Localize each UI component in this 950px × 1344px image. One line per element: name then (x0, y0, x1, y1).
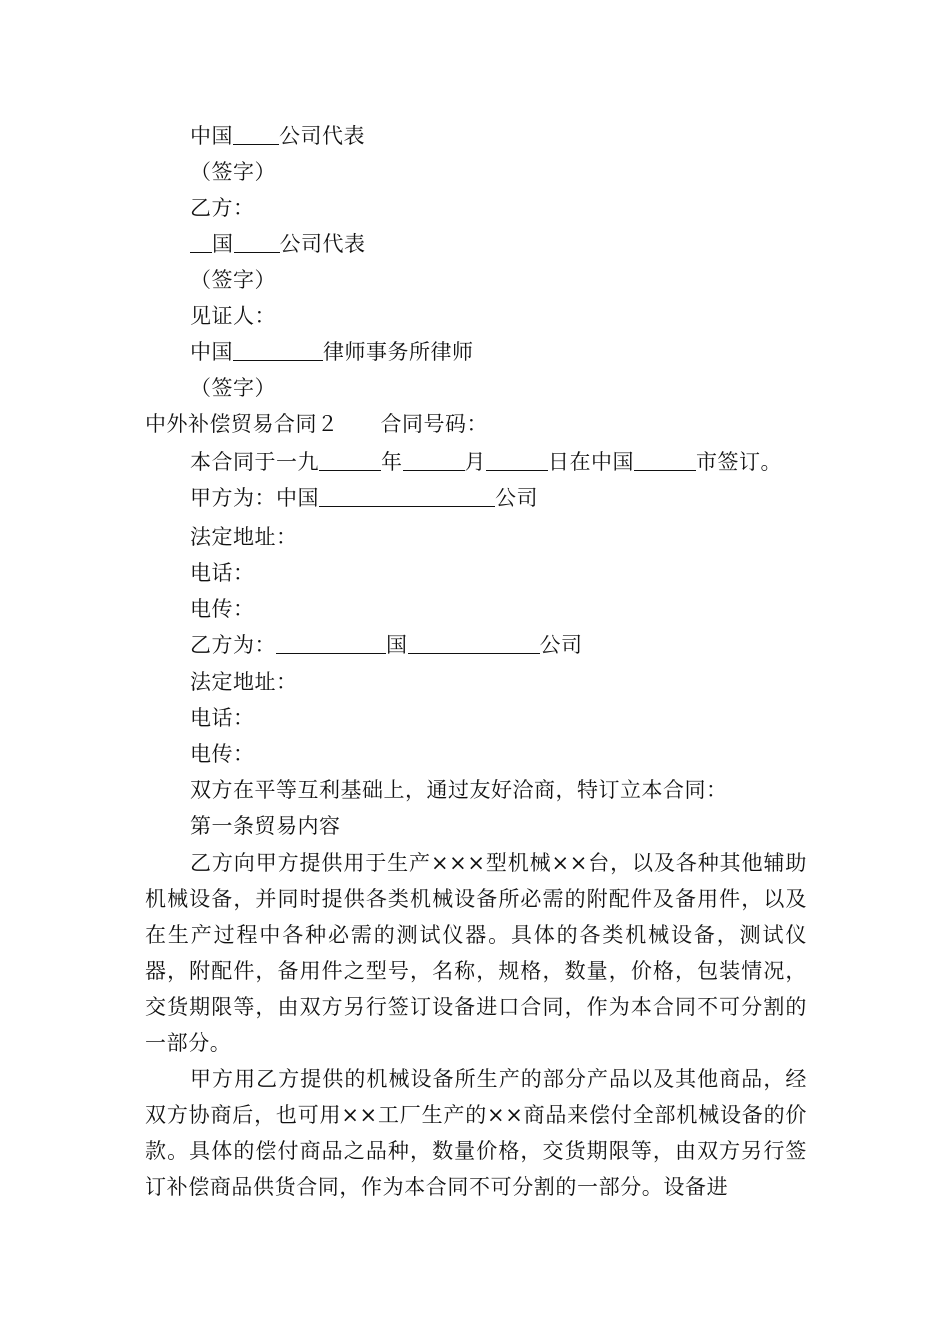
contract-heading (145, 409, 488, 439)
signature-mark: （签字） (190, 268, 276, 292)
blank-line (634, 448, 696, 471)
text: 公司 (539, 633, 583, 657)
telex-label: 电传： (190, 597, 255, 621)
telex-label: 电传： (190, 742, 255, 766)
legal-address-label: 法定地址： (190, 670, 298, 694)
witness-label: 见证人： (190, 304, 276, 328)
blank-line (234, 230, 280, 253)
witness-lawyer (190, 337, 474, 367)
phone-label: 电话： (190, 561, 255, 585)
blank-line (276, 631, 386, 654)
text: 甲方为：中国 (190, 486, 319, 510)
text: 年 (381, 450, 403, 474)
blank-line (486, 448, 548, 471)
phone-label: 电话： (190, 706, 255, 730)
blank-line (319, 484, 495, 507)
blank-line (190, 230, 212, 253)
signature-party-b-company (190, 229, 366, 259)
text: 中国 (190, 340, 233, 364)
text: 本合同于一九 (190, 450, 319, 474)
text: 月 (464, 450, 486, 474)
text: 公司代表 (279, 232, 366, 256)
article-1-paragraph-2: 甲方用乙方提供的机械设备所生产的部分产品以及其他商品，经双方协商后，也可用××工厂生产的××商品来偿付全部机械设备的价款。具体的偿付商品之品种，数量价格，交货期限等，由双方另行签订补偿商品供货合同，作为本合同不可分割的一部分。设备进 (145, 1067, 807, 1199)
signature-mark: （签字） (190, 376, 276, 400)
blank-line (233, 122, 279, 145)
signing-date-line (190, 447, 782, 477)
text: 中国 (190, 124, 233, 148)
preamble: 双方在平等互利基础上，通过友好洽商，特订立本合同： (190, 778, 728, 802)
signature-mark: （签字） (190, 160, 276, 184)
text: 日在中国 (548, 450, 634, 474)
blank-line (233, 338, 323, 361)
article-1-heading: 第一条贸易内容 (190, 814, 341, 838)
party-b-line (190, 630, 583, 660)
blank-line (408, 631, 540, 654)
text: 国 (212, 232, 234, 256)
article-1-paragraph-1: 乙方向甲方提供用于生产×××型机械××台，以及各种其他辅助机械设备，并同时提供各类机械设备所必需的附配件及备用件，以及在生产过程中各种必需的测试仪器。具体的各类机械设备，测试仪器，附配件，备用件之型号，名称，规格，数量，价格，包装情况，交货期限等，由双方另行签订设备进口合同，作为本合同不可分割的一部分。 (145, 851, 807, 1055)
text: 公司 (495, 486, 538, 510)
text: 律师事务所律师 (323, 340, 474, 364)
blank-line (403, 448, 465, 471)
blank-line (319, 448, 381, 471)
legal-address-label: 法定地址： (190, 525, 298, 549)
party-b-label: 乙方： (190, 196, 255, 220)
text: 公司代表 (279, 124, 365, 148)
signature-party-a-company (190, 121, 365, 151)
text: 乙方为： (190, 633, 276, 657)
contract-number-label: 合同号码： (380, 412, 488, 436)
contract-title: 中外补偿贸易合同２ (145, 412, 339, 436)
text: 市签订。 (696, 450, 782, 474)
party-a-line (190, 483, 538, 513)
text: 国 (386, 633, 408, 657)
